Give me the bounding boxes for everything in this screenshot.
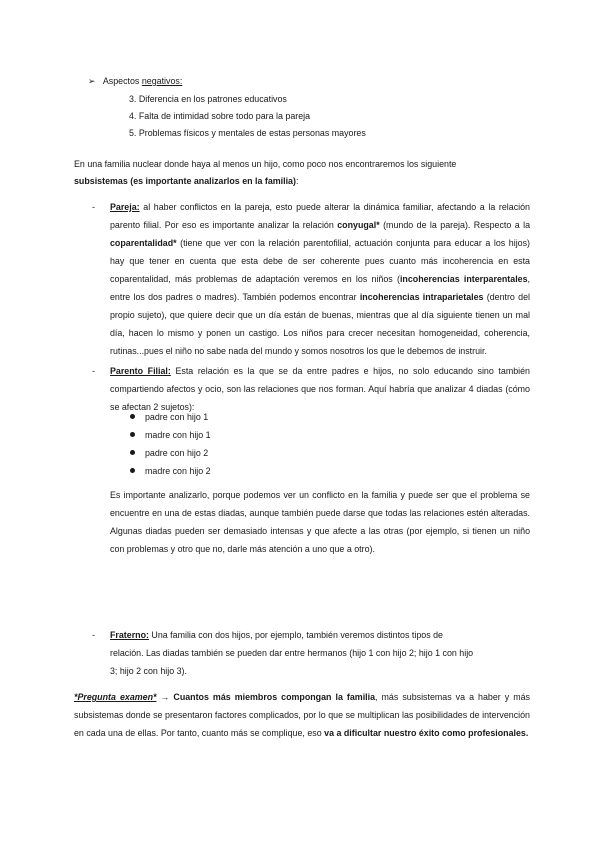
right-arrow-icon: → (156, 692, 174, 702)
examen-bold: Cuantos más miembros compongan la familia (173, 692, 376, 702)
intro-line-1: En una familia nuclear donde haya al menos un hijo, como poco nos encontraremos los siguiente (74, 159, 457, 169)
intro-subsistemas: subsistemas (es importante analizarlos en la familia) (74, 176, 296, 186)
intro-line-2 (74, 172, 298, 190)
bullet-dot-icon (130, 450, 135, 455)
parento-dash: - (92, 366, 95, 376)
examen-label: *Pregunta examen* (74, 692, 157, 702)
pareja-coparentalidad: coparentalidad* (110, 238, 177, 248)
pareja-dash: - (92, 202, 95, 212)
pareja-label: Pareja: (110, 202, 140, 212)
pareja-text: (mundo de la pareja). Respecto a la (379, 220, 530, 230)
parento-text: Esta relación es la que se da entre padres e hijos, no solo educando sino también compartiendo afectos y ocio, son las relaciones que nos forman. Aquí habría que analizar 4 diadas (cómo se afectan 2 sujetos): (110, 366, 530, 412)
pareja-interparentales: incoherencias interparentales (399, 274, 528, 284)
parento-label: Parento Filial: (110, 366, 171, 376)
diada-item: madre con hijo 2 (145, 466, 211, 476)
pareja-text: , entre los dos padres o madres). También podemos encontrar (110, 274, 530, 302)
pareja-paragraph (110, 198, 530, 360)
pareja-text: (tiene que ver con la relación parentofilial, actuación conjunta para educar a los hijos) hay que tener en cuenta que esta debe de ser coherente pues cuanto más incoherencia en esta coparentalidad, más problemas de adaptación veremos en los niños ( (110, 238, 530, 284)
negativos-heading (88, 72, 182, 90)
intro-colon: : (295, 176, 299, 186)
diada-item: padre con hijo 2 (145, 448, 209, 458)
pareja-text: (dentro del propio sujeto), que quiere decir que un día están de buenas, mientras que al día siguiente tienen un mal día, hacen lo mismo y ponen un castigo. Los niños para crecer necesitan homogeneidad, coherencia, rutinas...pues el niño no sabe nada del mundo y somos nosotros los que le debemos de instruir. (110, 292, 530, 356)
negativos-item: 5. Problemas físicos y mentales de estas personas mayores (129, 128, 366, 138)
fraterno-dash: - (92, 630, 95, 640)
fraterno-label: Fraterno: (110, 630, 149, 640)
examen-paragraph (74, 688, 530, 742)
diada-item: padre con hijo 1 (145, 412, 209, 422)
bullet-dot-icon (130, 414, 135, 419)
bullet-dot-icon (130, 432, 135, 437)
arrow-bullet-icon: ➢ (88, 76, 96, 86)
negativos-item: 4. Falta de intimidad sobre todo para la pareja (129, 111, 311, 121)
pareja-intraparietales: incoherencias intraparietales (359, 292, 484, 302)
examen-text: , más subsistemas va a haber y más subsistemas donde se presentaron factores complicados, por lo que se multiplican las posibilidades de intervención en cada una de ellas. Por tanto, cuanto más se complique, eso (74, 692, 530, 738)
negativos-prefix: Aspectos (102, 76, 142, 86)
pareja-text: al haber conflictos en la pareja, esto puede alterar la dinámica familiar, afectando a la relación parento filial. Por eso es importante analizar la relación (110, 202, 530, 230)
negativos-item: 3. Diferencia en los patrones educativos (129, 94, 287, 104)
negativos-title: negativos: (141, 76, 183, 86)
diada-item: madre con hijo 1 (145, 430, 211, 440)
examen-bold: va a dificultar nuestro éxito como profesionales. (324, 728, 529, 738)
parento-explanation: Es importante analizarlo, porque podemos ver un conflicto en la familia y puede ser que el problema se encuentre en una de estas diadas, aunque también puede darse que todas las relaciones estén alteradas. Algunas diadas pueden ser demasiado intensas y que afecte a las otras (por ejemplo, si tienen un niño con problemas y otro que no, darle más atención a uno que a otro). (110, 490, 530, 554)
fraterno-text: Una familia con dos hijos, por ejemplo, también veremos distintos tipos de (148, 630, 443, 640)
fraterno-line-3: 3; hijo 2 con hijo 3). (110, 666, 187, 676)
fraterno-line-2: relación. Las diadas también se pueden dar entre hermanos (hijo 1 con hijo 2; hijo 1 con hijo (110, 648, 474, 658)
bullet-dot-icon (130, 468, 135, 473)
pareja-conyugal: conyugal* (337, 220, 380, 230)
fraterno-line-1 (110, 626, 443, 644)
